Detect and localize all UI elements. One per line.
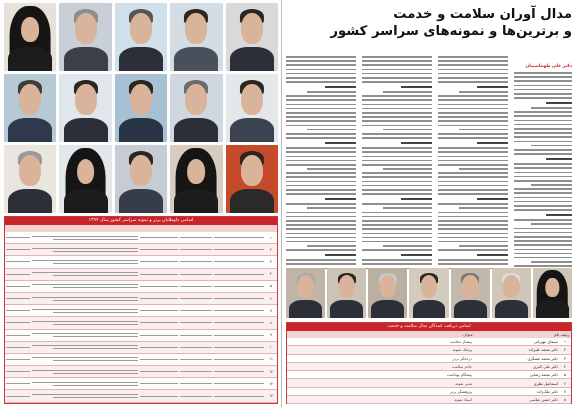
- row-description: [31, 270, 139, 278]
- row-title: پژوهشگر برتر: [449, 388, 472, 394]
- row-field: [139, 308, 179, 313]
- header-title: عنوان: [463, 332, 473, 337]
- row-name: اسماعیل نظری: [533, 380, 558, 386]
- row-name: [213, 394, 265, 399]
- row-number: ۶: [270, 296, 272, 301]
- portrait-photo: [170, 3, 222, 71]
- portrait-photo: [368, 268, 407, 318]
- row-name: [213, 284, 265, 289]
- table-row: [287, 346, 571, 354]
- row-type: [5, 284, 31, 289]
- row-org: [179, 272, 213, 277]
- portrait-photo: [226, 74, 278, 142]
- table-title: اسامی دریافت کنندگان مدال سلامت و خدمت: [287, 323, 571, 331]
- photo-strip: [286, 268, 572, 318]
- row-title: پیشگام بهداشت: [446, 372, 472, 378]
- row-number: ۷: [563, 388, 567, 394]
- article-column: [438, 56, 508, 268]
- portrait-photo: [4, 3, 56, 71]
- row-type: [5, 259, 31, 264]
- row-org: [179, 333, 213, 338]
- row-number: ۱۱: [269, 357, 273, 362]
- row-title: درمانگر برتر: [452, 355, 472, 361]
- row-description: [31, 295, 139, 303]
- article-column: [362, 56, 432, 268]
- table-row: [5, 293, 277, 305]
- row-number: ۱۰: [269, 345, 273, 350]
- table-row: [287, 388, 571, 396]
- portrait-photo: [286, 268, 325, 318]
- table-row: [287, 371, 571, 379]
- portrait-photo: [115, 3, 167, 71]
- table-row: [5, 342, 277, 354]
- row-name: [213, 235, 265, 240]
- row-field: [139, 296, 179, 301]
- table-row: [5, 305, 277, 317]
- row-name: دکتر علی اکبری: [533, 364, 558, 370]
- portrait-photo: [115, 145, 167, 213]
- table-row: [5, 378, 277, 390]
- row-type: [5, 247, 31, 252]
- headline-line-1: مدال آوران سلامت و خدمت: [393, 7, 572, 22]
- row-number: ۴: [563, 364, 567, 370]
- row-number: ۹: [270, 333, 272, 338]
- row-number: ۶: [563, 380, 567, 386]
- table-body: [287, 338, 571, 404]
- row-type: [5, 272, 31, 277]
- portrait-photo: [409, 268, 448, 318]
- row-name: [213, 272, 265, 277]
- row-title: پیشتاز سلامت: [449, 339, 472, 345]
- portrait-photo: [4, 145, 56, 213]
- header-no: ردیف: [560, 332, 570, 337]
- row-number: ۳: [270, 259, 272, 264]
- row-number: ۲: [563, 347, 567, 353]
- table-row: [287, 355, 571, 363]
- header-name: نام: [554, 332, 559, 337]
- portrait-photo: [170, 74, 222, 142]
- table-title: اسامی داوطلبان برتر و نمونه سراسر کشور سال ۱۳۹۴: [5, 217, 277, 225]
- row-number: ۱۲: [269, 369, 273, 374]
- row-number: ۸: [563, 397, 567, 403]
- table-row: [5, 390, 277, 402]
- portrait-photo: [59, 3, 111, 71]
- table-row: [5, 281, 277, 293]
- row-org: [179, 235, 213, 240]
- row-type: [5, 345, 31, 350]
- row-number: ۳: [563, 355, 567, 361]
- row-field: [139, 272, 179, 277]
- row-type: [5, 394, 31, 399]
- row-org: [179, 381, 213, 386]
- portrait-photo: [327, 268, 366, 318]
- row-name: دکتر محمد عسگری: [527, 355, 558, 361]
- row-number: ۵: [563, 372, 567, 378]
- volunteers-table: [4, 216, 278, 404]
- table-row: [287, 379, 571, 387]
- row-type: [5, 381, 31, 386]
- right-page: [284, 0, 575, 407]
- row-name: [213, 247, 265, 252]
- table-row: [5, 317, 277, 329]
- row-number: ۲: [270, 247, 272, 252]
- row-type: [5, 357, 31, 362]
- row-title: خادم سلامت: [452, 364, 472, 370]
- row-org: [179, 357, 213, 362]
- table-row: [5, 330, 277, 342]
- row-name: [213, 381, 265, 386]
- row-org: [179, 247, 213, 252]
- row-type: [5, 320, 31, 325]
- row-number: ۱: [563, 339, 567, 345]
- portrait-photo: [170, 145, 222, 213]
- row-field: [139, 320, 179, 325]
- row-field: [139, 247, 179, 252]
- row-org: [179, 320, 213, 325]
- row-name: دکتر ملک‌زاده: [536, 388, 558, 394]
- medal-table: [286, 322, 572, 404]
- row-description: [31, 368, 139, 376]
- table-row: [5, 366, 277, 378]
- author-byline: دکتر علی طهماسبیان: [525, 64, 572, 69]
- table-row: [5, 244, 277, 256]
- row-name: [213, 369, 265, 374]
- row-type: [5, 296, 31, 301]
- left-page: [0, 0, 282, 407]
- row-description: [31, 331, 139, 339]
- row-name: [213, 333, 265, 338]
- headline: [286, 6, 572, 40]
- row-description: [31, 355, 139, 363]
- row-description: [31, 234, 139, 242]
- row-description: [31, 282, 139, 290]
- table-row: [5, 269, 277, 281]
- portrait-photo: [226, 3, 278, 71]
- row-name: [213, 320, 265, 325]
- row-number: ۴: [270, 272, 272, 277]
- row-number: ۷: [270, 308, 272, 313]
- headline-line-2: و برترین‌ها و نمونه‌های سراسر کشور: [330, 24, 572, 39]
- row-org: [179, 345, 213, 350]
- row-name: [213, 345, 265, 350]
- article-column: [286, 56, 356, 268]
- table-header-row: [287, 331, 571, 338]
- row-field: [139, 369, 179, 374]
- table-row: [5, 232, 277, 244]
- row-number: ۵: [270, 284, 272, 289]
- row-name: [213, 357, 265, 362]
- row-field: [139, 284, 179, 289]
- row-field: [139, 357, 179, 362]
- portrait-photo: [492, 268, 531, 318]
- row-name: دکتر محمد رضایی: [529, 372, 558, 378]
- row-number: ۱: [270, 235, 272, 240]
- row-description: [31, 319, 139, 327]
- row-org: [179, 259, 213, 264]
- row-org: [179, 284, 213, 289]
- row-title: مدیر نمونه: [455, 380, 472, 386]
- row-field: [139, 235, 179, 240]
- portrait-photo: [533, 268, 572, 318]
- portrait-grid: [4, 3, 278, 213]
- row-title: پزشک نمونه: [452, 347, 472, 353]
- table-row: [287, 396, 571, 404]
- row-description: [31, 380, 139, 388]
- portrait-photo: [115, 74, 167, 142]
- portrait-photo: [226, 145, 278, 213]
- article-column: [514, 72, 572, 268]
- row-field: [139, 381, 179, 386]
- row-field: [139, 259, 179, 264]
- row-org: [179, 308, 213, 313]
- row-field: [139, 394, 179, 399]
- row-field: [139, 333, 179, 338]
- portrait-photo: [4, 74, 56, 142]
- row-org: [179, 369, 213, 374]
- row-description: [31, 343, 139, 351]
- row-type: [5, 235, 31, 240]
- portrait-photo: [451, 268, 490, 318]
- row-name: [213, 259, 265, 264]
- row-type: [5, 333, 31, 338]
- row-field: [139, 345, 179, 350]
- row-org: [179, 296, 213, 301]
- row-name: [213, 308, 265, 313]
- table-row: [5, 256, 277, 268]
- table-body: [5, 232, 277, 403]
- portrait-photo: [59, 74, 111, 142]
- row-description: [31, 246, 139, 254]
- row-description: [31, 258, 139, 266]
- row-description: [31, 392, 139, 400]
- portrait-photo: [59, 145, 111, 213]
- row-title: استاد نمونه: [454, 397, 472, 403]
- row-description: [31, 307, 139, 315]
- table-row: [287, 363, 571, 371]
- table-row: [5, 354, 277, 366]
- row-number: ۱۴: [269, 394, 273, 399]
- row-name: دکتر حسن عباسی: [529, 397, 558, 403]
- row-name: سیمای مهربانی: [533, 339, 558, 345]
- row-type: [5, 369, 31, 374]
- row-number: ۸: [270, 320, 272, 325]
- row-name: [213, 296, 265, 301]
- row-org: [179, 394, 213, 399]
- row-number: ۱۳: [269, 381, 273, 386]
- row-type: [5, 308, 31, 313]
- table-row: [287, 338, 571, 346]
- table-header-row: [5, 225, 277, 232]
- row-name: دکتر محمد علیزاده: [528, 347, 558, 353]
